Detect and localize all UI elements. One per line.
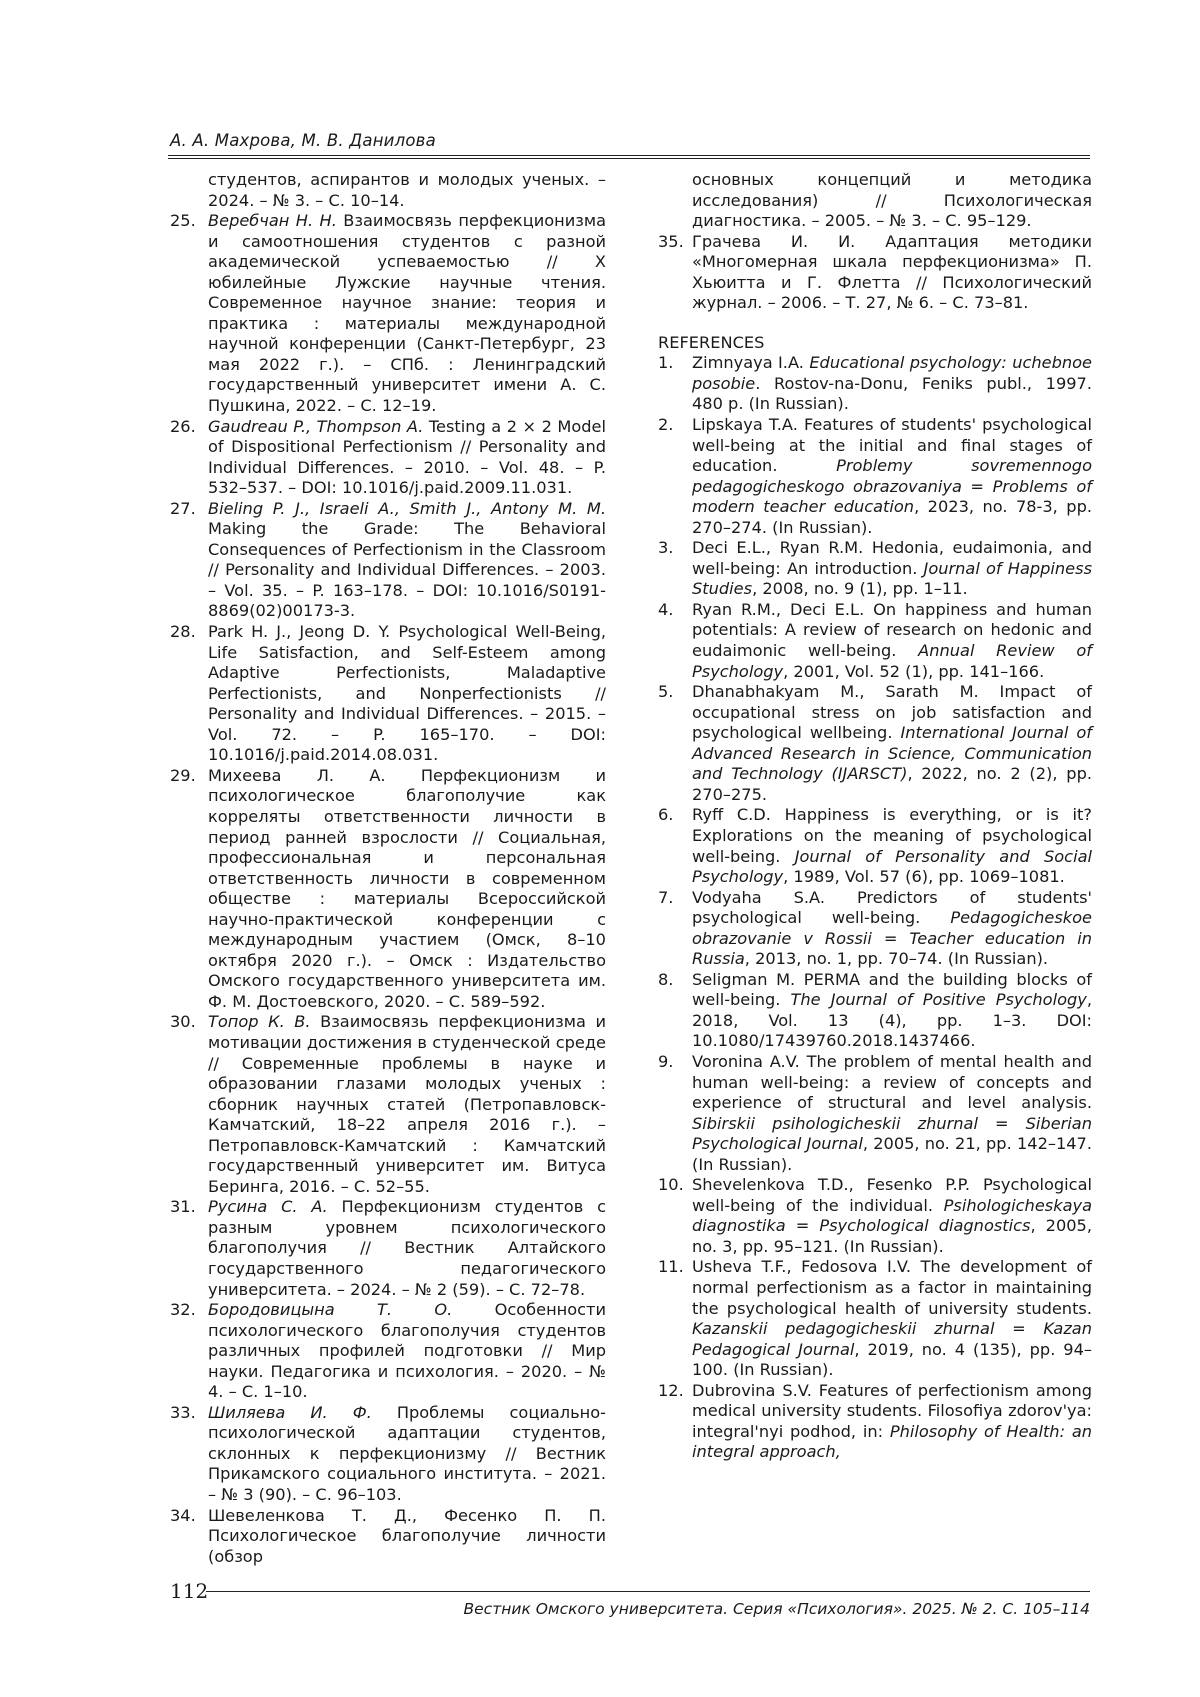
ref-source: The Journal of Positive Psychology bbox=[790, 990, 1087, 1010]
ref-number: 30. bbox=[170, 1012, 196, 1032]
ref-number: 33. bbox=[170, 1402, 196, 1422]
reference-item bbox=[658, 415, 1092, 538]
ref-text: Zimnyaya I.A. bbox=[692, 353, 810, 373]
ref-text: Shevelenkova T.D., Fesenko P.P. Psychological well-being of the individual. bbox=[692, 1175, 1092, 1215]
ref-source: International Journal of Advanced Research in Science, Communication and Technology (IJARSCT) bbox=[692, 723, 1092, 784]
ref-number: 2. bbox=[658, 415, 674, 435]
ref-number: 27. bbox=[170, 498, 196, 518]
ref-number: 11. bbox=[658, 1257, 684, 1277]
ref-details: , 2022, no. 2 (2), pp. 270–275. bbox=[692, 764, 1092, 804]
reference-item bbox=[170, 211, 606, 416]
reference-item bbox=[658, 888, 1092, 970]
reference-continuation: основных концепций и методика исследования) // Психологическая диагностика. – 2005. – № 3. – С. 95–129. bbox=[692, 170, 1092, 231]
ref-number: 28. bbox=[170, 622, 196, 642]
ref-number: 8. bbox=[658, 969, 674, 989]
ref-authors: Bieling P. J., Israeli A., Smith J., Antony M. M. bbox=[208, 498, 606, 518]
ref-details: , 2001, Vol. 52 (1), pp. 141–166. bbox=[783, 661, 1045, 681]
ref-details: , 2008, no. 9 (1), pp. 1–11. bbox=[752, 579, 968, 599]
ref-text: Проблемы социально-психологической адаптации студентов, склонных к перфекционизму // Вестник Прикамского социального института. – 2021. – № 3 (90). – С. 96–103. bbox=[208, 1402, 606, 1504]
ref-number: 3. bbox=[658, 538, 674, 558]
ref-source: Journal of Personality and Social Psychology bbox=[692, 846, 1092, 887]
reference-item bbox=[170, 499, 606, 622]
ref-text: Грачева И. И. Адаптация методики «Многомерная шкала перфекционизма» П. Хьюитта и Г. Флетта // Психологический журнал. – 2006. – Т. 27, № 6. – С. 73–81. bbox=[692, 231, 1092, 313]
reference-item bbox=[170, 766, 606, 1013]
references-heading: REFERENCES bbox=[658, 332, 765, 352]
ref-details: , 2018, Vol. 13 (4), pp. 1–3. DOI: 10.1080/17439760.2018.1437466. bbox=[692, 990, 1092, 1051]
ref-text: Vodyaha S.A. Predictors of students' psychological well-being. bbox=[692, 887, 1092, 928]
ref-text: Deci E.L., Ryan R.M. Hedonia, eudaimonia, and well-being: An introduction. bbox=[692, 538, 1092, 578]
ref-number: 7. bbox=[658, 887, 674, 907]
ref-details: , 2005, no. 21, pp. 142–147. (In Russian). bbox=[692, 1134, 1092, 1174]
ref-text: Взаимосвязь перфекционизма и мотивации достижения в студенческой среде // Современные проблемы в науке и образовании глазами молодых ученых : сборник научных статей (Петропавловск-Камчатский, 18–22 апреля 2016 г.). – Петропавловск-Камчатский : Камчатский государственный университет им. Витуса Беринга, 2016. – С. 52–55. bbox=[208, 1012, 606, 1196]
ref-source: Annual Review of Psychology bbox=[692, 641, 1092, 681]
ref-text: Ryff C.D. Happiness is everything, or is it? Explorations on the meaning of psychological well-being. bbox=[692, 805, 1092, 866]
page-number: 112 bbox=[170, 1579, 209, 1603]
reference-item bbox=[170, 622, 606, 766]
reference-item bbox=[658, 1175, 1092, 1257]
reference-item bbox=[170, 1506, 606, 1568]
ref-text: Lipskaya T.A. Features of students' psychological well-being at the initial and final stages of education. bbox=[692, 415, 1092, 476]
ref-number: 4. bbox=[658, 599, 674, 619]
ref-number: 5. bbox=[658, 682, 674, 702]
ref-authors: Топор К. В. bbox=[208, 1012, 311, 1032]
ref-text: Особенности психологического благополучия студентов различных профилей подготовки // Мир науки. Педагогика и психология. – 2020. – № 4. – С. 1–10. bbox=[208, 1300, 606, 1402]
ref-number: 31. bbox=[170, 1197, 196, 1217]
ref-text: Seligman M. PERMA and the building blocks of well-being. bbox=[692, 969, 1092, 1010]
reference-item bbox=[658, 1052, 1092, 1175]
ref-details: , 2023, no. 78-3, pp. 270–274. (In Russian). bbox=[692, 497, 1092, 537]
right-column bbox=[658, 170, 1092, 1463]
reference-continuation: студентов, аспирантов и молодых ученых. – 2024. – № 3. – С. 10–14. bbox=[208, 170, 606, 210]
ref-authors: Русина С. А. bbox=[208, 1197, 328, 1217]
ref-number: 26. bbox=[170, 416, 196, 436]
journal-footer: Вестник Омского университета. Серия «Психология». 2025. № 2. С. 105–114 bbox=[463, 1600, 1090, 1618]
ref-number: 32. bbox=[170, 1300, 196, 1320]
running-header: А. А. Махрова, М. В. Данилова bbox=[170, 131, 436, 150]
ref-text: Dubrovina S.V. Features of perfectionism among medical university students. Filosofiya zdorov'ya: integral'nyi podhod, in: bbox=[692, 1380, 1092, 1441]
ref-text: Making the Grade: The Behavioral Consequences of Perfectionism in the Classroom // Personality and Individual Differences. – 2003. – Vol. 35. – P. 163–178. – DOI: 10.1016/S0191-8869(02)00173-3. bbox=[208, 519, 606, 621]
ref-source: Educational psychology: uchebnoe posobie bbox=[692, 353, 1092, 393]
ref-number: 9. bbox=[658, 1051, 674, 1071]
ref-text: Testing a 2 × 2 Model of Dispositional Perfectionism // Personality and Individual Differences. – 2010. – Vol. 48. – P. 532–537. – DOI: 10.1016/j.paid.2009.11.031. bbox=[208, 416, 606, 498]
ref-source: Kazanskii pedagogicheskii zhurnal = Kazan Pedagogical Journal bbox=[692, 1319, 1092, 1359]
ref-source: Sibirskii psihologicheskii zhurnal = Siberian Psychological Journal bbox=[692, 1113, 1092, 1154]
reference-item bbox=[170, 1012, 606, 1197]
reference-item bbox=[658, 682, 1092, 805]
reference-item bbox=[658, 353, 1092, 415]
ref-number: 6. bbox=[658, 805, 674, 825]
ref-text: Перфекционизм студентов с разным уровнем психологического благополучия // Вестник Алтайского государственного педагогического университета. – 2024. – № 2 (59). – С. 72–78. bbox=[208, 1197, 606, 1299]
ref-details: , 2005, no. 3, pp. 95–121. (In Russian). bbox=[692, 1216, 1092, 1256]
ref-number: 34. bbox=[170, 1505, 196, 1525]
ref-number: 29. bbox=[170, 765, 196, 785]
ref-text: Михеева Л. А. Перфекционизм и психологическое благополучие как корреляты ответственности личности в период ранней взрослости // Социальная, профессиональная и персональная ответственность личности в современном обществе : материалы Всероссийской научно-практической конференции с международным участием (Омск, 8–10 октября 2020 г.). – Омск : Издательство Омского государственного университета им. Ф. М. Достоевского, 2020. – С. 589–592. bbox=[208, 765, 606, 1011]
ref-number: 25. bbox=[170, 211, 196, 231]
reference-item bbox=[170, 1300, 606, 1403]
ref-authors: Gaudreau P., Thompson A. bbox=[208, 416, 424, 436]
reference-item bbox=[658, 538, 1092, 600]
ref-source: Problemy sovremennogo pedagogicheskogo obrazovaniya = Problems of modern teacher education bbox=[692, 456, 1092, 517]
reference-item bbox=[658, 805, 1092, 887]
reference-item bbox=[658, 232, 1092, 314]
ref-text: Ryan R.M., Deci E.L. On happiness and human potentials: A review of research on hedonic and eudaimonic well-being. bbox=[692, 599, 1092, 661]
ref-authors: Шиляева И. Ф. bbox=[208, 1402, 372, 1422]
ref-details: , 1989, Vol. 57 (6), pp. 1069–1081. bbox=[783, 867, 1065, 887]
ref-authors: Бородовицына Т. О. bbox=[208, 1300, 453, 1320]
reference-item bbox=[658, 600, 1092, 682]
ref-source: Philosophy of Health: an integral approach, bbox=[692, 1421, 1092, 1462]
ref-source: Psihologicheskaya diagnostika = Psychological diagnostics bbox=[692, 1195, 1092, 1236]
ref-authors: Веребчан Н. Н. bbox=[208, 211, 337, 231]
reference-item bbox=[170, 1403, 606, 1506]
reference-item bbox=[170, 417, 606, 499]
ref-text: Взаимосвязь перфекционизма и самоотношения студентов с разной академической успеваемостью // X юбилейные Лужские научные чтения. Современное научное знание: теория и практика : материалы международной научной конференции (Санкт-Петербург, 23 мая 2022 г.). – СПб. : Ленинградский государственный университет имени А. С. Пушкина, 2022. – С. 12–19. bbox=[208, 211, 606, 416]
reference-item bbox=[658, 970, 1092, 1052]
left-column bbox=[170, 170, 606, 1567]
ref-number: 12. bbox=[658, 1380, 684, 1400]
reference-item bbox=[170, 1197, 606, 1300]
ref-details: , 2013, no. 1, pp. 70–74. (In Russian). bbox=[744, 949, 1049, 969]
ref-number: 10. bbox=[658, 1175, 684, 1195]
reference-item bbox=[658, 1257, 1092, 1380]
footer-rule bbox=[206, 1591, 1090, 1592]
ref-source: Journal of Happiness Studies bbox=[692, 558, 1093, 599]
ref-text: Voronina A.V. The problem of mental health and human well-being: a review of concepts and experience of structural and level analysis. bbox=[692, 1051, 1092, 1113]
ref-text: Park H. J., Jeong D. Y. Psychological Well-Being, Life Satisfaction, and Self-Esteem among Adaptive Perfectionists, Maladaptive Perfectionists, and Nonperfectionists // Personality and Individual Differences. – 2015. – Vol. 72. – P. 165–170. – DOI: 10.1016/j.paid.2014.08.031. bbox=[208, 622, 606, 765]
header-rule bbox=[168, 155, 1090, 159]
ref-details: . Rostov-na-Donu, Feniks publ., 1997. 480 p. (In Russian). bbox=[692, 373, 1092, 414]
ref-number: 1. bbox=[658, 353, 674, 373]
ref-source: Pedagogicheskoe obrazovanie v Rossii = Teacher education in Russia bbox=[692, 908, 1092, 969]
ref-text: Usheva T.F., Fedosova I.V. The development of normal perfectionism as a factor in maintaining the psychological health of university students. bbox=[692, 1257, 1092, 1318]
ref-number: 35. bbox=[658, 231, 684, 251]
ref-details: , 2019, no. 4 (135), pp. 94–100. (In Russian). bbox=[692, 1339, 1092, 1380]
reference-item bbox=[658, 1381, 1092, 1463]
ref-text: Dhanabhakyam M., Sarath M. Impact of occupational stress on job satisfaction and psychological wellbeing. bbox=[692, 682, 1092, 743]
ref-text: Шевеленкова Т. Д., Фесенко П. П. Психологическое благополучие личности (обзор bbox=[208, 1505, 606, 1566]
